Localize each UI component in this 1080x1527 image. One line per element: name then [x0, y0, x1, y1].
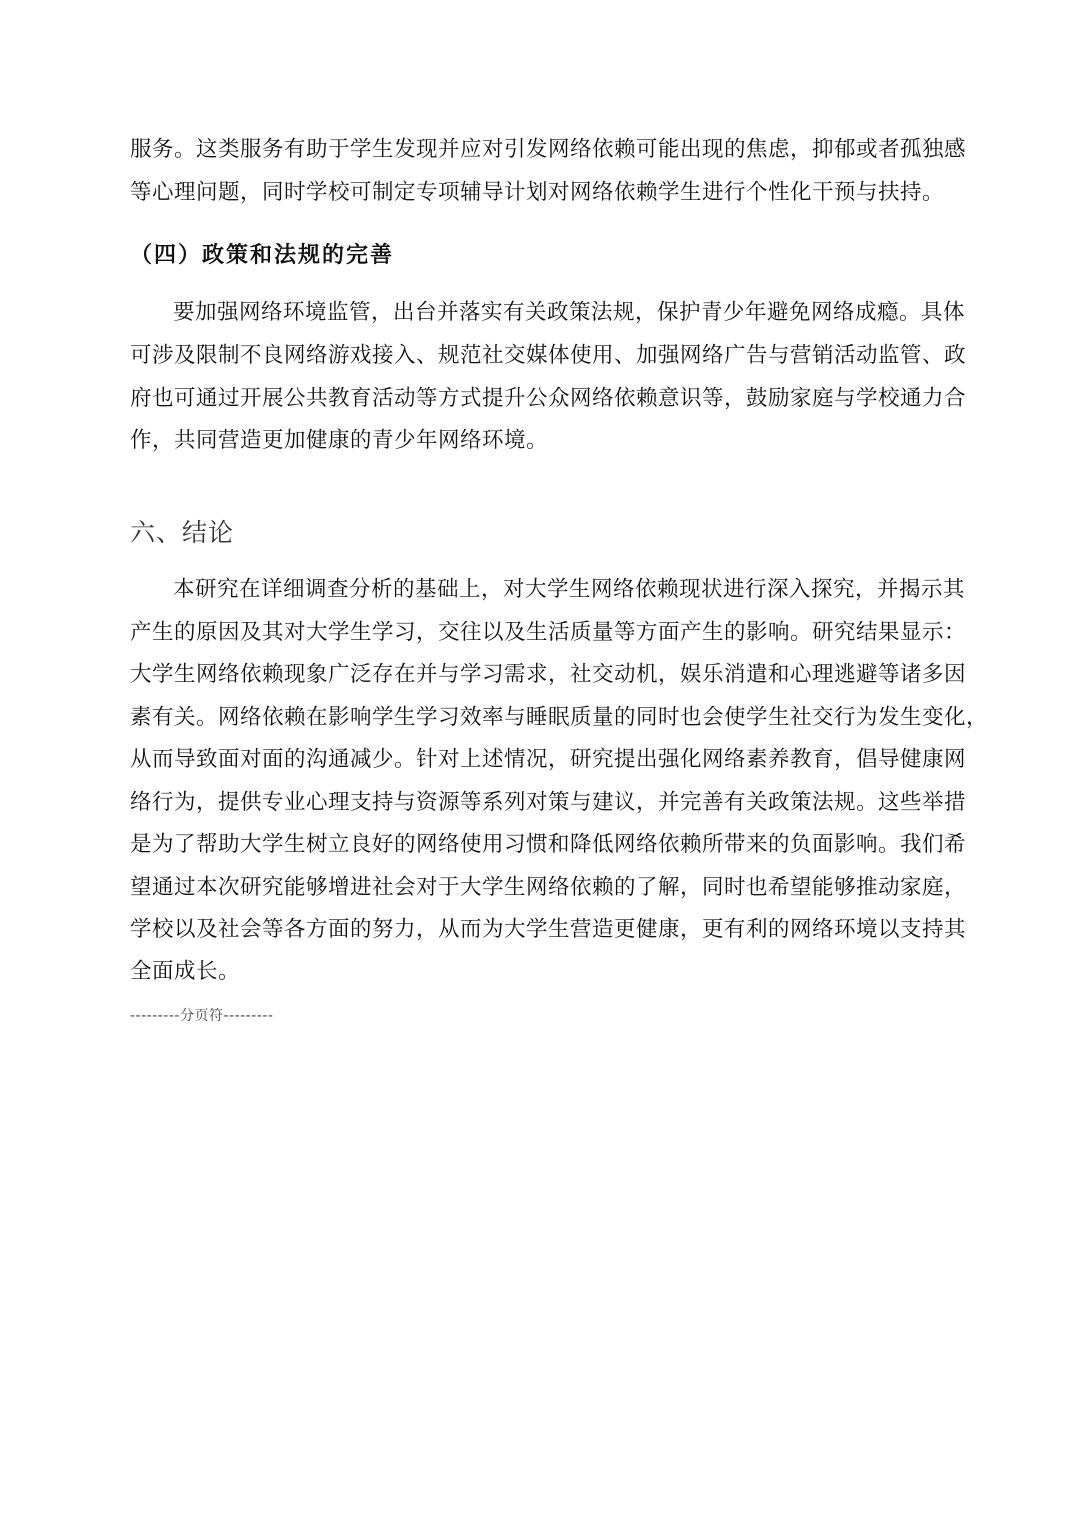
paragraph-line: 服务。这类服务有助于学生发现并应对引发网络依赖可能出现的焦虑，抑郁或者孤独感	[130, 137, 967, 162]
paragraph-line: 要加强网络环境监管，出台并落实有关政策法规，保护青少年避免网络成瘾。具体	[173, 300, 966, 325]
paragraph-line: 本研究在详细调查分析的基础上，对大学生网络依赖现状进行深入探究，并揭示其	[173, 577, 966, 602]
paragraph-line: 等心理问题，同时学校可制定专项辅导计划对网络依赖学生进行个性化干预与扶持。	[130, 180, 945, 205]
paragraph-line: 素有关。网络依赖在影响学生学习效率与睡眠质量的同时也会使学生社交行为发生变化，	[130, 705, 989, 730]
subsection-title: （四）政策和法规的完善	[130, 242, 395, 268]
paragraph-line: 从而导致面对面的沟通减少。针对上述情况，研究提出强化网络素养教育，倡导健康网	[130, 747, 967, 772]
paragraph-line: 大学生网络依赖现象广泛存在并与学习需求，社交动机，娱乐消遣和心理逃避等诸多因	[130, 662, 967, 687]
paragraph-line: 府也可通过开展公共教育活动等方式提升公众网络依赖意识等，鼓励家庭与学校通力合	[130, 386, 967, 411]
page-break-marker: ---------分页符---------	[130, 1008, 274, 1024]
section-title: 六、结论	[130, 518, 235, 547]
paragraph-line: 望通过本次研究能够增进社会对于大学生网络依赖的了解，同时也希望能够推动家庭，	[130, 875, 967, 900]
paragraph-line: 络行为，提供专业心理支持与资源等系列对策与建议，并完善有关政策法规。这些举措	[130, 790, 967, 815]
paragraph-line: 全面成长。	[130, 959, 241, 984]
paragraph-line: 作，共同营造更加健康的青少年网络环境。	[130, 428, 549, 453]
paragraph-line: 是为了帮助大学生树立良好的网络使用习惯和降低网络依赖所带来的负面影响。我们希	[130, 832, 967, 857]
paragraph-line: 产生的原因及其对大学生学习，交往以及生活质量等方面产生的影响。研究结果显示：	[130, 620, 967, 645]
paragraph-line: 可涉及限制不良网络游戏接入、规范社交媒体使用、加强网络广告与营销活动监管、政	[130, 343, 967, 368]
paragraph-line: 学校以及社会等各方面的努力，从而为大学生营造更健康，更有利的网络环境以支持其	[130, 917, 967, 942]
